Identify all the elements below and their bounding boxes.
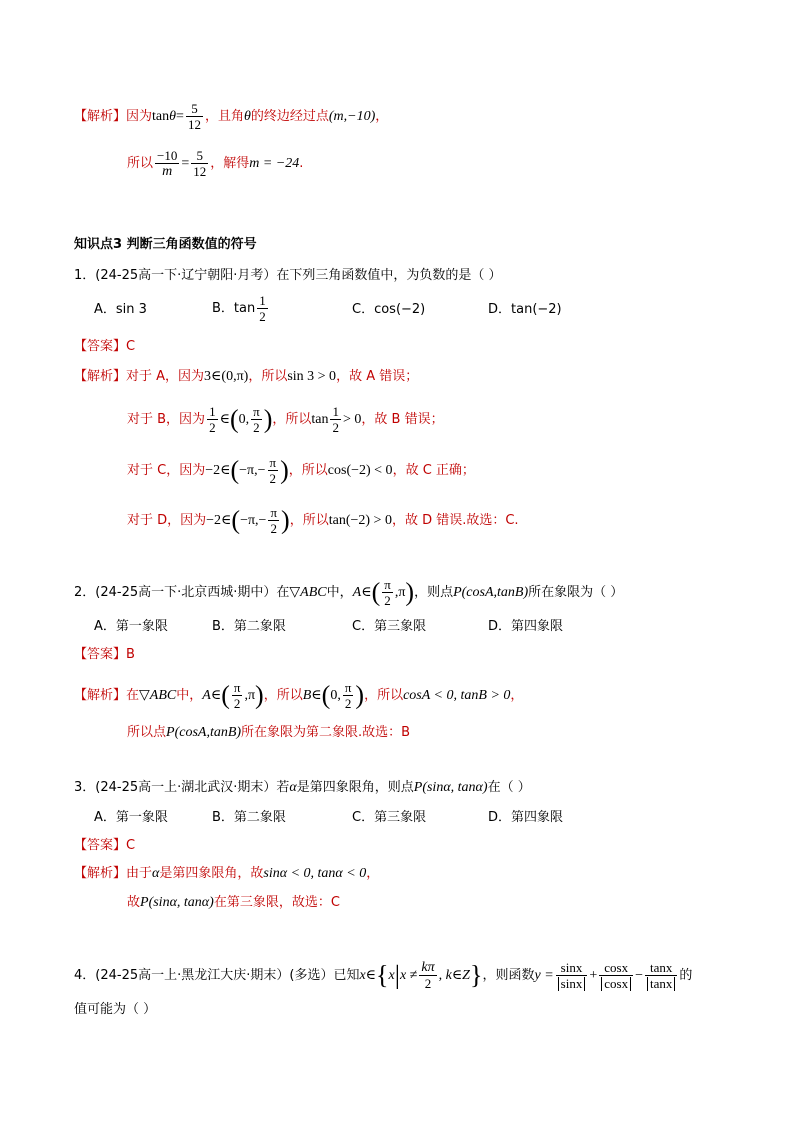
- fraction: $\frac{1}{2}$: [259, 293, 266, 324]
- q1-analysis-3: 对于 C，因为−2∈(−π,− $\frac{\pi}{2}$ )，所以cos(−2) < 0，故 C 正确；: [127, 455, 475, 486]
- q2-option-d: D．第四象限: [488, 619, 564, 634]
- q3-option-b: B．第二象限: [212, 810, 286, 825]
- q2-option-c: C．第三象限: [352, 619, 427, 634]
- q1-option-b: B．tan $\frac{1}{2}$: [212, 293, 266, 324]
- question-3-stem: 3．(24-25高一上·湖北武汉·期末）若α是第四象限角，则点P(sinα, tanα)在（ ）: [74, 780, 531, 795]
- pre-analysis-line-2: 所以 $\frac{-10}{m}$ = $\frac{5}{12}$ ，解得m = −24.: [127, 148, 304, 179]
- q1-answer: 【答案】C: [74, 339, 136, 354]
- q1-analysis-1: 【解析】对于 A，因为3∈(0,π)，所以sin 3 > 0，故 A 错误；: [74, 369, 419, 384]
- q1-option-d: D．tan(−2): [488, 302, 562, 317]
- q1-option-c: C．cos(−2): [352, 302, 426, 317]
- q2-analysis-2: 所以点P(cosA,tanB)所在象限为第二象限.故选：B: [127, 725, 411, 740]
- question-4-stem-2: 值可能为（ ）: [74, 1002, 157, 1017]
- fraction: $\frac{-10}{m}$: [157, 148, 178, 179]
- q2-answer: 【答案】B: [74, 647, 135, 662]
- q1-option-a: A．sin 3: [94, 302, 147, 317]
- q3-answer: 【答案】C: [74, 838, 136, 853]
- fraction: $\frac{5}{12}$: [193, 148, 207, 179]
- analysis-tag: 【解析】: [74, 109, 127, 124]
- q2-option-a: A．第一象限: [94, 619, 168, 634]
- question-1-stem: 1．(24-25高一下·辽宁朝阳·月考）在下列三角函数值中，为负数的是（ ）: [74, 268, 502, 283]
- q3-option-c: C．第三象限: [352, 810, 427, 825]
- q3-analysis-2: 故P(sinα, tanα)在第三象限，故选：C: [127, 895, 340, 910]
- fraction: $\frac{5}{12}$: [187, 101, 201, 132]
- q3-analysis-1: 【解析】由于α是第四象限角，故sinα < 0, tanα < 0，: [74, 866, 380, 881]
- q2-analysis-1: 【解析】在▽ABC中，A∈( $\frac{\pi}{2}$ ,π)，所以B∈(0, $\frac{\pi}{2}$ )，所以cosA < 0, tanB > 0，: [74, 680, 524, 711]
- q3-option-a: A．第一象限: [94, 810, 168, 825]
- question-2-stem: 2．(24-25高一下·北京西城·期中）在▽ABC中，A∈( $\frac{\pi}{2}$ ,π)，则点P(cosA,tanB)所在象限为（ ）: [74, 577, 624, 608]
- q1-analysis-4: 对于 D，因为−2∈(−π,− $\frac{\pi}{2}$ )，所以tan(−2) > 0，故 D 错误.故选：C.: [127, 505, 519, 536]
- section-title: 知识点3 判断三角函数值的符号: [74, 237, 257, 252]
- pre-analysis-line-1: 【解析】因为tanθ= $\frac{5}{12}$ ，且角θ的终边经过点(m,−10)，: [74, 101, 389, 132]
- q2-option-b: B．第二象限: [212, 619, 286, 634]
- question-4-stem: 4．(24-25高一上·黑龙江大庆·期末）(多选）已知x∈{x|x ≠ $\frac{k\pi}{2}$ , k∈Z}，则函数y = $\frac{\sin x}{\sin x}$ + $\frac{\cos x}{\cos x}$ − $\frac{\tan x}{\tan x}$ 的: [74, 960, 693, 991]
- q1-analysis-2: 对于 B，因为 $\frac{1}{2}$ ∈(0, $\frac{\pi}{2}$ )，所以tan $\frac{1}{2}$ > 0，故 B 错误；: [127, 404, 444, 435]
- q3-option-d: D．第四象限: [488, 810, 564, 825]
